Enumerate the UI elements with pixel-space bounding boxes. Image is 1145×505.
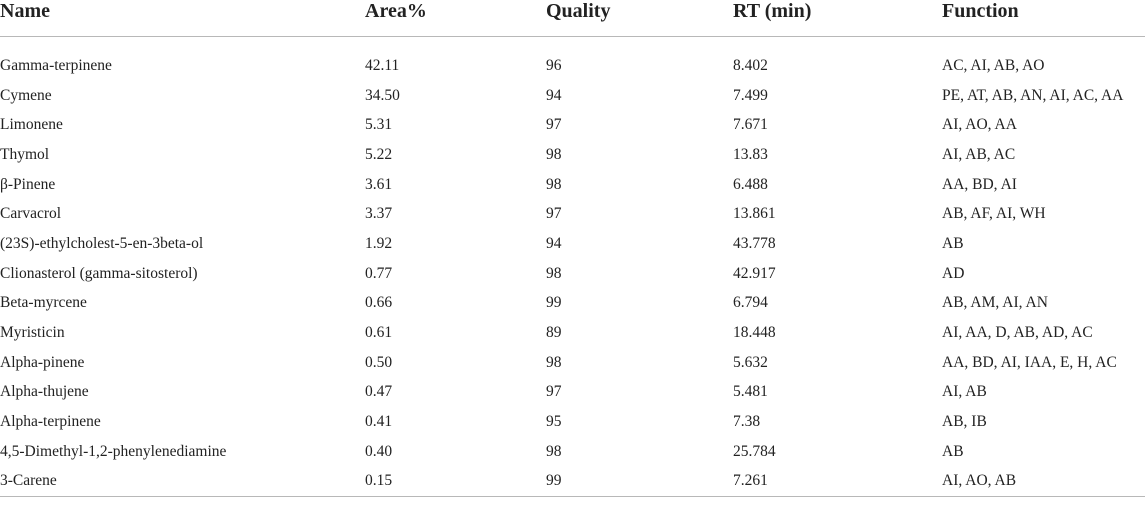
cell-area-percent: 34.50 [365,86,400,104]
cell-name: Beta-myrcene [0,294,87,312]
cell-function: AA, BD, AI, IAA, E, H, AC [942,353,1117,371]
cell-area-percent: 1.92 [365,234,393,252]
cell-name: β-Pinene [0,175,56,193]
cell-name: Alpha-thujene [0,383,89,401]
cell-rt-min: 13.861 [733,205,776,223]
cell-function: AI, AB, AC [942,145,1016,163]
cell-rt-min: 6.488 [733,175,768,193]
cell-name: Thymol [0,145,50,163]
table-body [0,37,1145,497]
cell-quality: 98 [546,442,562,460]
cell-quality: 94 [546,86,562,104]
cell-name: 3-Carene [0,467,365,497]
cell-function: AB, AM, AI, AN [942,294,1048,312]
table-row [0,318,1145,348]
cell-name: Alpha-terpinene [0,413,101,431]
cell-function: AI, AO, AB [942,467,1145,497]
header-quality: Quality [546,0,733,37]
cell-quality: 98 [546,145,562,163]
cell-area-percent: 0.77 [365,264,393,282]
cell-function: AI, AB [942,383,987,401]
table-row [0,259,1145,289]
cell-area-percent: 5.22 [365,145,393,163]
cell-function: AB, IB [942,413,987,431]
cell-quality: 98 [546,353,562,371]
cell-area-percent: 42.11 [365,56,400,74]
cell-name: (23S)-ethylcholest-5-en-3beta-ol [0,234,204,252]
cell-rt-min: 18.448 [733,324,776,342]
cell-name: Myristicin [0,324,65,342]
cell-area-percent: 0.61 [365,324,393,342]
cell-rt-min: 43.778 [733,234,776,252]
cell-rt-min: 5.481 [733,383,768,401]
table-row [0,81,1145,111]
cell-rt-min: 5.632 [733,353,768,371]
cell-function: PE, AT, AB, AN, AI, AC, AA [942,86,1124,104]
cell-function: AB [942,234,964,252]
cell-area-percent: 0.41 [365,413,393,431]
cell-area-percent: 3.61 [365,175,393,193]
cell-quality: 99 [546,294,562,312]
cell-area-percent: 0.66 [365,294,393,312]
cell-quality: 89 [546,324,562,342]
cell-quality: 97 [546,383,562,401]
cell-quality: 99 [546,467,733,497]
cell-function: AC, AI, AB, AO [942,56,1045,74]
table-row [0,51,1145,81]
cell-name: 4,5-Dimethyl-1,2-phenylenediamine [0,442,227,460]
table-row [0,229,1145,259]
table-row [0,110,1145,140]
header-area-percent: Area% [365,0,546,37]
cell-function: AB [942,442,964,460]
cell-quality: 95 [546,413,562,431]
cell-function: AI, AO, AA [942,116,1017,134]
cell-area-percent: 0.50 [365,353,393,371]
header-row [0,0,1145,37]
cell-name: Alpha-pinene [0,353,85,371]
cell-rt-min: 7.38 [733,413,761,431]
cell-area-percent: 0.40 [365,442,393,460]
table-row [0,140,1145,170]
cell-rt-min: 25.784 [733,442,776,460]
table-row [0,199,1145,229]
cell-name: Cymene [0,86,52,104]
cell-function: AD [942,264,965,282]
cell-area-percent: 0.47 [365,383,393,401]
cell-name: Gamma-terpinene [0,56,112,74]
cell-rt-min: 7.261 [733,467,942,497]
header-function: Function [942,0,1145,37]
header-name: Name [0,0,365,37]
cell-quality: 96 [546,56,562,74]
cell-area-percent: 3.37 [365,205,393,223]
cell-quality: 98 [546,264,562,282]
cell-name: Carvacrol [0,205,62,223]
table-row [0,378,1145,408]
cell-rt-min: 8.402 [733,56,768,74]
cell-quality: 97 [546,116,562,134]
cell-quality: 97 [546,205,562,223]
cell-rt-min: 7.499 [733,86,768,104]
table-row [0,467,1145,497]
cell-name: Clionasterol (gamma-sitosterol) [0,264,198,282]
cell-area-percent: 5.31 [365,116,393,134]
table-row [0,437,1145,467]
cell-rt-min: 13.83 [733,145,768,163]
cell-quality: 94 [546,234,562,252]
cell-rt-min: 7.671 [733,116,768,134]
cell-function: AA, BD, AI [942,175,1017,193]
cell-quality: 98 [546,175,562,193]
spacer-cell [0,37,1145,52]
header-spacer-row [0,37,1145,52]
cell-area-percent: 0.15 [365,467,546,497]
header-rt-min: RT (min) [733,0,942,37]
table-header [0,0,1145,37]
table-row [0,407,1145,437]
table-row [0,289,1145,319]
cell-name: Limonene [0,116,63,134]
table-row [0,170,1145,200]
cell-function: AI, AA, D, AB, AD, AC [942,324,1093,342]
table-row [0,348,1145,378]
cell-function: AB, AF, AI, WH [942,205,1046,223]
cell-rt-min: 42.917 [733,264,776,282]
cell-rt-min: 6.794 [733,294,768,312]
